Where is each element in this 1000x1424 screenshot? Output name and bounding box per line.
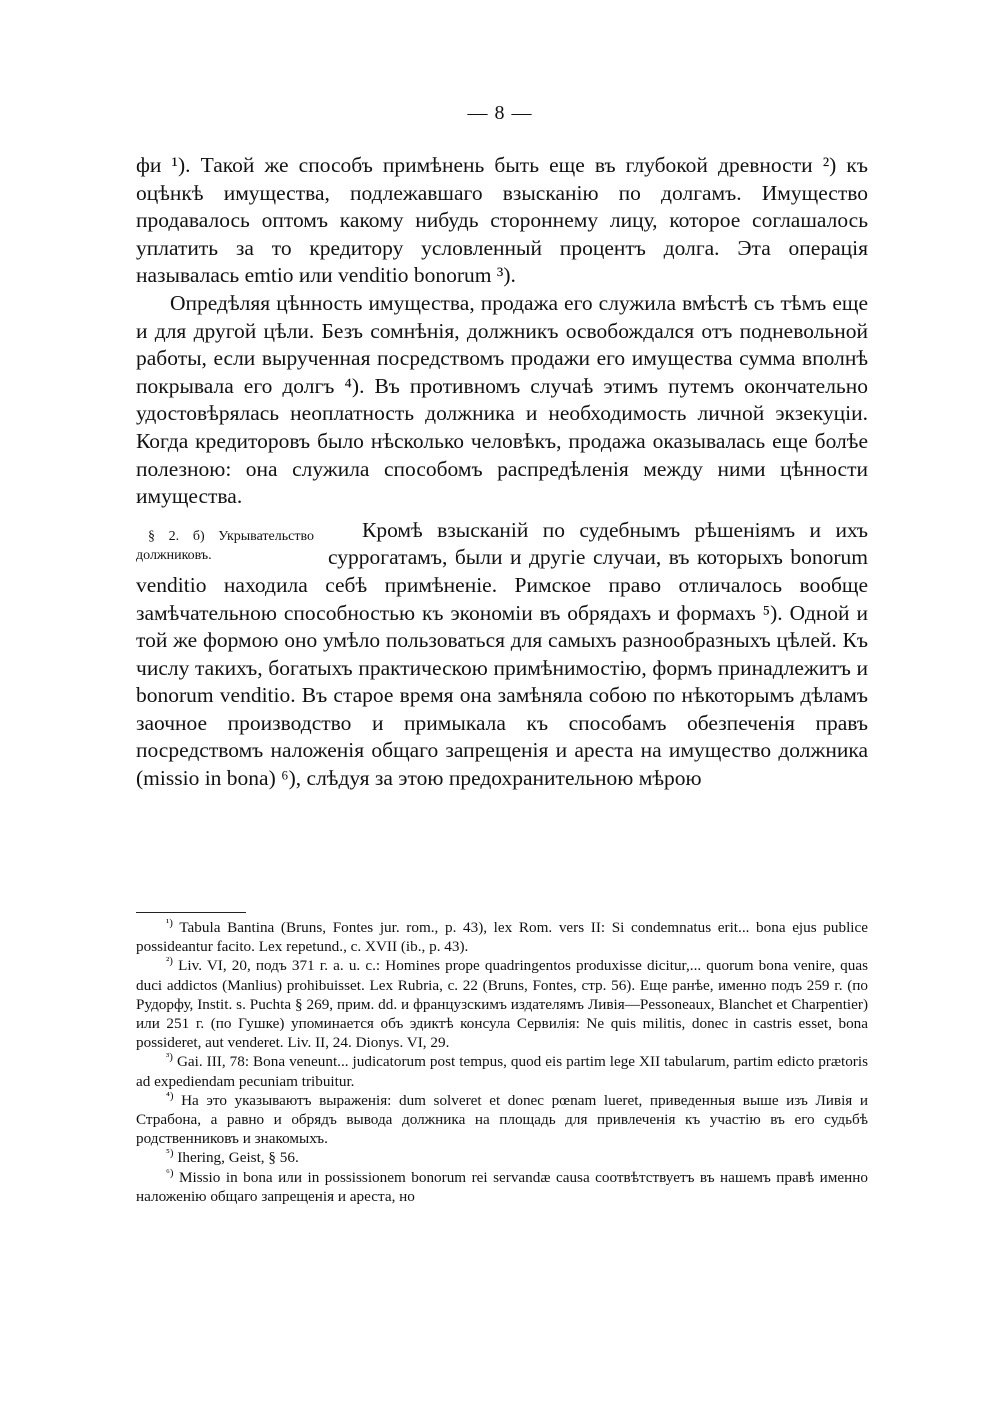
main-text — [136, 152, 868, 793]
page-number: — 8 — — [467, 102, 533, 124]
footnote-3 — [136, 1052, 868, 1090]
section-2-block — [136, 517, 868, 793]
paragraph-1: фи ¹). Такой же способъ примѣнень быть еще въ глубокой древности ²) къ оцѣнкѣ имущества, подлежавшаго взысканію по долгамъ. Имущество продавалось оптомъ какому нибудь стороннему лицу, которое соглашалось уплатить за то кредитору условленный процентъ долга. Эта операція называлась emtio или venditio bonorum ³). — [136, 153, 868, 288]
footnote-mark: ⁴) — [166, 1089, 174, 1102]
footnote-text: Liv. VI, 20, подъ 371 г. а. u. c.: Homines prope quadringentos produxisse dicitur,... quorum bona venire, quas duci addictos (Manlius) prohibuisset. Lex Rubria, c. 22 (Bruns, Fontes, стр. 56). Еще ранѣе, именно подъ 259 г. (по Рудорфу, Instit. s. Puchta § 269, прим. dd. и французскимъ издателямъ Ливія—Pessoneaux, Blanchet et Charpentier) или 251 г. (по Гушке) упоминается объ эдиктѣ консула Сервилія: Ne quis militis, donec in castris esset, bona possideret, aut venderet. Liv. II, 24. Dionys. VI, 29. — [136, 957, 869, 1052]
footnote-divider — [136, 912, 246, 913]
footnote-text: На это указываютъ выраженія: dum solveret et donec pœnam lueret, приведенныя выше изъ Ливія и Страбона, а равно и обрядъ вывода должника на площадь для привлеченія къ участію въ его судьбѣ родственниковъ и знакомыхъ. — [136, 1091, 868, 1148]
footnote-text: Missio in bona или in possissionem bonorum rei servandæ causa соотвѣтствуетъ въ нашемъ правѣ именно наложенію общаго запрещенія и ареста, но — [136, 1168, 869, 1205]
footnote-mark: ³) — [166, 1051, 173, 1064]
footnote-text: Gai. III, 78: Bona veneunt... judicatorum post tempus, quod eis partim lege XII tabularum, partim edicto prætoris ad expediendam pecuniam tribuitur. — [136, 1053, 868, 1090]
footnote-text: Ihering, Geist, § 56. — [177, 1149, 299, 1167]
section-marginal-heading: § 2. б) Укрывательство должниковъ. — [136, 528, 314, 563]
footnote-2 — [136, 956, 868, 1052]
footnote-5 — [136, 1148, 868, 1167]
footnote-mark: ⁵) — [166, 1147, 174, 1160]
footnotes — [136, 918, 868, 1206]
footnote-6 — [136, 1168, 868, 1206]
paragraph-2: Опредѣляя цѣнность имущества, продажа его служила вмѣстѣ съ тѣмъ еще и для другой цѣли. Безъ сомнѣнія, должникъ освобождался отъ подневольной работы, если вырученная посредствомъ продажи его имущества сумма вполнѣ покрывала его долгъ ⁴). Въ противномъ случаѣ этимъ путемъ окончательно удостовѣрялась неоплатность должника и необходимость личной экзекуціи. Когда кредиторовъ было нѣсколько человѣкъ, продажа оказывалась еще болѣе полезною: она служила способомъ распредѣленія между ними цѣнности имущества. — [136, 290, 868, 509]
footnote-mark: ⁶) — [166, 1166, 174, 1179]
footnote-4 — [136, 1091, 868, 1149]
footnote-text: Tabula Bantina (Bruns, Fontes jur. rom., p. 43), lex Rom. vers II: Si condemnatus erit... bona ejus publice possideantur facito. Lex repetund., c. XVII (ib., p. 43). — [136, 919, 868, 956]
paragraph-3: Кромѣ взысканій по судебнымъ рѣшеніямъ и ихъ суррогатамъ, были и другіе случаи, въ которыхъ bonorum venditio находила себѣ примѣненіе. Римское право отличалось вообще замѣчательною способностью къ экономіи въ обрядахъ и формахъ ⁵). Одной и той же формою оно умѣло пользоваться для самыхъ разнообразныхъ цѣлей. Къ числу такихъ, богатыхъ практическою примѣнимостію, формъ принадлежитъ и bonorum venditio. Въ старое время она замѣняла собою по нѣкоторымъ дѣламъ заочное производство и примыкала къ способамъ обезпеченія правъ посредствомъ наложенія общаго запрещенія и ареста на имущество должника (missio in bona) ⁶), слѣдуя за этою предохранительною мѣрою — [136, 517, 868, 791]
footnote-1 — [136, 918, 868, 956]
footnote-mark: ¹) — [166, 916, 173, 929]
footnote-mark: ²) — [166, 955, 173, 968]
